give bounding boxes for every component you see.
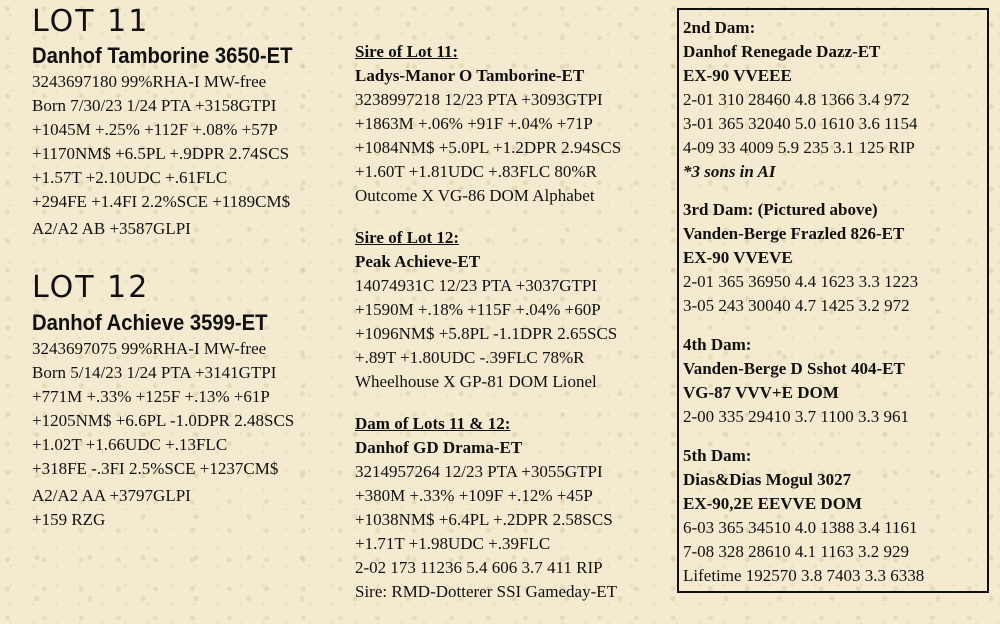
lot-12-line: +1205NM$ +6.6PL -1.0DPR 2.48SCS — [32, 411, 295, 430]
dam-2-name: Danhof Renegade Dazz-ET — [683, 42, 881, 61]
dam-2-note: *3 sons in AI — [683, 162, 776, 181]
dam-line: +1.71T +1.98UDC +.39FLC — [355, 534, 551, 553]
sire-lot-12-name: Peak Achieve-ET — [355, 252, 481, 271]
sire-lot-11-line: +1084NM$ +5.0PL +1.2DPR 2.94SCS — [355, 138, 622, 157]
lot-11-name: Danhof Tamborine 3650-ET — [32, 43, 293, 68]
lot-11-line: Born 7/30/23 1/24 PTA +3158GTPI — [32, 96, 277, 115]
lot-12-heading: LOT 12 — [32, 270, 150, 305]
dam-3-section — [683, 198, 987, 318]
dam-4-heading: 4th Dam: — [683, 335, 752, 354]
dam-4-section — [683, 333, 987, 429]
lot-11-section — [32, 6, 315, 241]
dam-3-classification: EX-90 VVEVE — [683, 248, 793, 267]
lot-11-heading: LOT 11 — [32, 4, 150, 39]
lot-11-line: +1170NM$ +6.5PL +.9DPR 2.74SCS — [32, 144, 290, 163]
dam-4-classification: VG-87 VVV+E DOM — [683, 383, 839, 402]
dam-5-heading: 5th Dam: — [683, 446, 752, 465]
dam-line: 2-02 173 11236 5.4 606 3.7 411 RIP — [355, 558, 603, 577]
dam-5-record: Lifetime 192570 3.8 7403 3.3 6338 — [683, 566, 925, 585]
sire-lot-11-line: +1863M +.06% +91F +.04% +71P — [355, 114, 593, 133]
lot-12-name: Danhof Achieve 3599-ET — [32, 310, 268, 335]
sire-lot-12-line: +1590M +.18% +115F +.04% +60P — [355, 300, 601, 319]
lot-11-line: +294FE +1.4FI 2.2%SCE +1189CM$ — [32, 192, 291, 211]
dam-5-record: 7-08 328 28610 4.1 1163 3.2 929 — [683, 542, 910, 561]
sire-lot-11-name: Ladys-Manor O Tamborine-ET — [355, 66, 585, 85]
sire-lot-11-line: Outcome X VG-86 DOM Alphabet — [355, 186, 595, 205]
dam-section — [355, 412, 617, 604]
dam-2-classification: EX-90 VVEEE — [683, 66, 792, 85]
lot-12-line: A2/A2 AA +3797GLPI — [32, 486, 191, 505]
lot-12-line: +318FE -.3FI 2.5%SCE +1237CM$ — [32, 459, 279, 478]
lot-12-line: Born 5/14/23 1/24 PTA +3141GTPI — [32, 363, 277, 382]
dam-line: +380M +.33% +109F +.12% +45P — [355, 486, 593, 505]
dam-4-record: 2-00 335 29410 3.7 1100 3.3 961 — [683, 407, 910, 426]
sire-lot-12-line: Wheelhouse X GP-81 DOM Lionel — [355, 372, 597, 391]
dam-heading: Dam of Lots 11 & 12: — [355, 414, 511, 433]
dam-5-name: Dias&Dias Mogul 3027 — [683, 470, 852, 489]
dam-5-record: 6-03 365 34510 4.0 1388 3.4 1161 — [683, 518, 918, 537]
dam-3-record: 2-01 365 36950 4.4 1623 3.3 1223 — [683, 272, 919, 291]
dam-3-name: Vanden-Berge Frazled 826-ET — [683, 224, 905, 243]
lot-11-line: +1045M +.25% +112F +.08% +57P — [32, 120, 278, 139]
sire-lot-12-line: 14074931C 12/23 PTA +3037GTPI — [355, 276, 597, 295]
lot-11-line: 3243697180 99%RHA-I MW-free — [32, 72, 267, 91]
dam-2-record: 4-09 33 4009 5.9 235 3.1 125 RIP — [683, 138, 915, 157]
dam-line: +1038NM$ +6.4PL +.2DPR 2.58SCS — [355, 510, 613, 529]
dam-2-section — [683, 16, 987, 184]
lot-12-line: +771M +.33% +125F +.13% +61P — [32, 387, 270, 406]
dam-5-section — [683, 444, 987, 588]
dam-2-record: 3-01 365 32040 5.0 1610 3.6 1154 — [683, 114, 918, 133]
sire-lot-12-section — [355, 226, 617, 394]
lot-12-line: 3243697075 99%RHA-I MW-free — [32, 339, 267, 358]
sire-lot-11-line: 3238997218 12/23 PTA +3093GTPI — [355, 90, 603, 109]
dam-2-record: 2-01 310 28460 4.8 1366 3.4 972 — [683, 90, 910, 109]
lot-12-line: +159 RZG — [32, 510, 106, 529]
lot-12-line: +1.02T +1.66UDC +.13FLC — [32, 435, 228, 454]
dam-line: Sire: RMD-Dotterer SSI Gameday-ET — [355, 582, 618, 601]
dam-2-heading: 2nd Dam: — [683, 18, 756, 37]
dam-line: 3214957264 12/23 PTA +3055GTPI — [355, 462, 603, 481]
pedigree-box — [677, 8, 989, 593]
dam-4-name: Vanden-Berge D Sshot 404-ET — [683, 359, 905, 378]
dam-3-record: 3-05 243 30040 4.7 1425 3.2 972 — [683, 296, 910, 315]
sire-lot-12-line: +1096NM$ +5.8PL -1.1DPR 2.65SCS — [355, 324, 618, 343]
sire-lot-11-section — [355, 40, 621, 208]
dam-3-heading: 3rd Dam: (Pictured above) — [683, 200, 878, 219]
lot-11-line: A2/A2 AB +3587GLPI — [32, 219, 191, 238]
sire-lot-12-line: +.89T +1.80UDC -.39FLC 78%R — [355, 348, 585, 367]
dam-name: Danhof GD Drama-ET — [355, 438, 523, 457]
sire-lot-11-line: +1.60T +1.81UDC +.83FLC 80%R — [355, 162, 597, 181]
lot-11-line: +1.57T +2.10UDC +.61FLC — [32, 168, 228, 187]
dam-5-classification: EX-90,2E EEVVE DOM — [683, 494, 862, 513]
sire-lot-11-heading: Sire of Lot 11: — [355, 42, 459, 61]
lot-12-section — [32, 272, 294, 532]
sire-lot-12-heading: Sire of Lot 12: — [355, 228, 460, 247]
